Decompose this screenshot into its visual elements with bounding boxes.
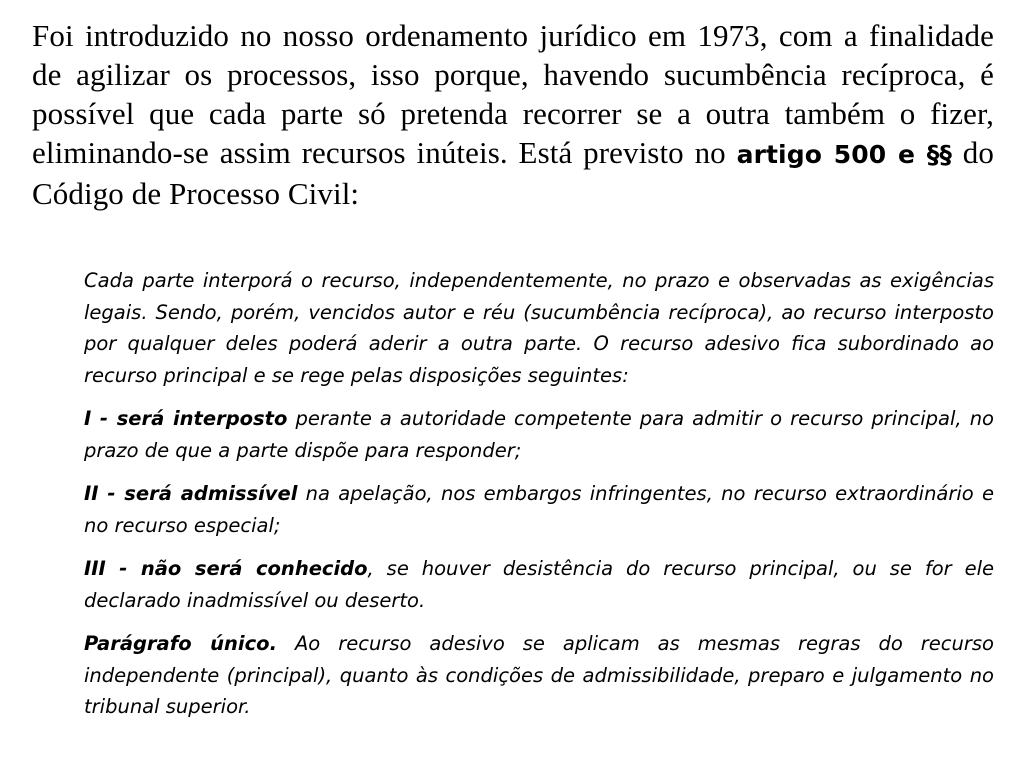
article-item-text: perante a autoridade competente para admitir o recurso principal, no prazo de que a parte dispõe para responder; xyxy=(84,407,994,462)
article-caput: Cada parte interporá o recurso, independentemente, no prazo e observadas as exigências legais. Sendo, porém, vencidos autor e réu (sucumbência recíproca), ao recurso interposto por qualquer deles poderá aderir a outra parte. O recurso adesivo fica subordinado ao recurso principal e se rege pelas disposições seguintes: xyxy=(84,269,994,387)
intro-text-after: do Código de Processo Civil: xyxy=(32,135,995,211)
intro-text-before: Foi introduzido no nosso ordenamento jurídico em 1973, com a finalidade de agilizar os processos, isso porque, havendo sucumbência recíproca, é possível que cada parte só pretenda recorrer se a outra também o fizer, eliminando-se assim recursos inúteis. Está previsto no xyxy=(32,18,994,170)
intro-paragraph xyxy=(32,16,994,213)
article-item-iii xyxy=(84,553,994,616)
paragraph-lead: Parágrafo único. xyxy=(84,632,277,655)
paragraph-text: Ao recurso adesivo se aplicam as mesmas regras do recurso independente (principal), quanto às condições de admissibilidade, preparo e julgamento no tribunal superior. xyxy=(84,632,994,718)
article-item-lead: II - será admissível xyxy=(84,482,298,505)
article-paragraph-unico xyxy=(84,628,994,723)
article-item-ii xyxy=(84,478,994,541)
article-item-text: na apelação, nos embargos infringentes, no recurso extraordinário e no recurso especial; xyxy=(84,482,994,537)
article-item-i xyxy=(84,403,994,466)
intro-article-reference: artigo 500 e §§ xyxy=(736,140,952,169)
article-quote xyxy=(84,265,994,735)
article-item-text: , se houver desistência do recurso principal, ou se for ele declarado inadmissível ou deserto. xyxy=(84,557,994,612)
article-item-lead: III - não será conhecido xyxy=(84,557,368,580)
article-item-lead: I - será interposto xyxy=(84,407,288,430)
